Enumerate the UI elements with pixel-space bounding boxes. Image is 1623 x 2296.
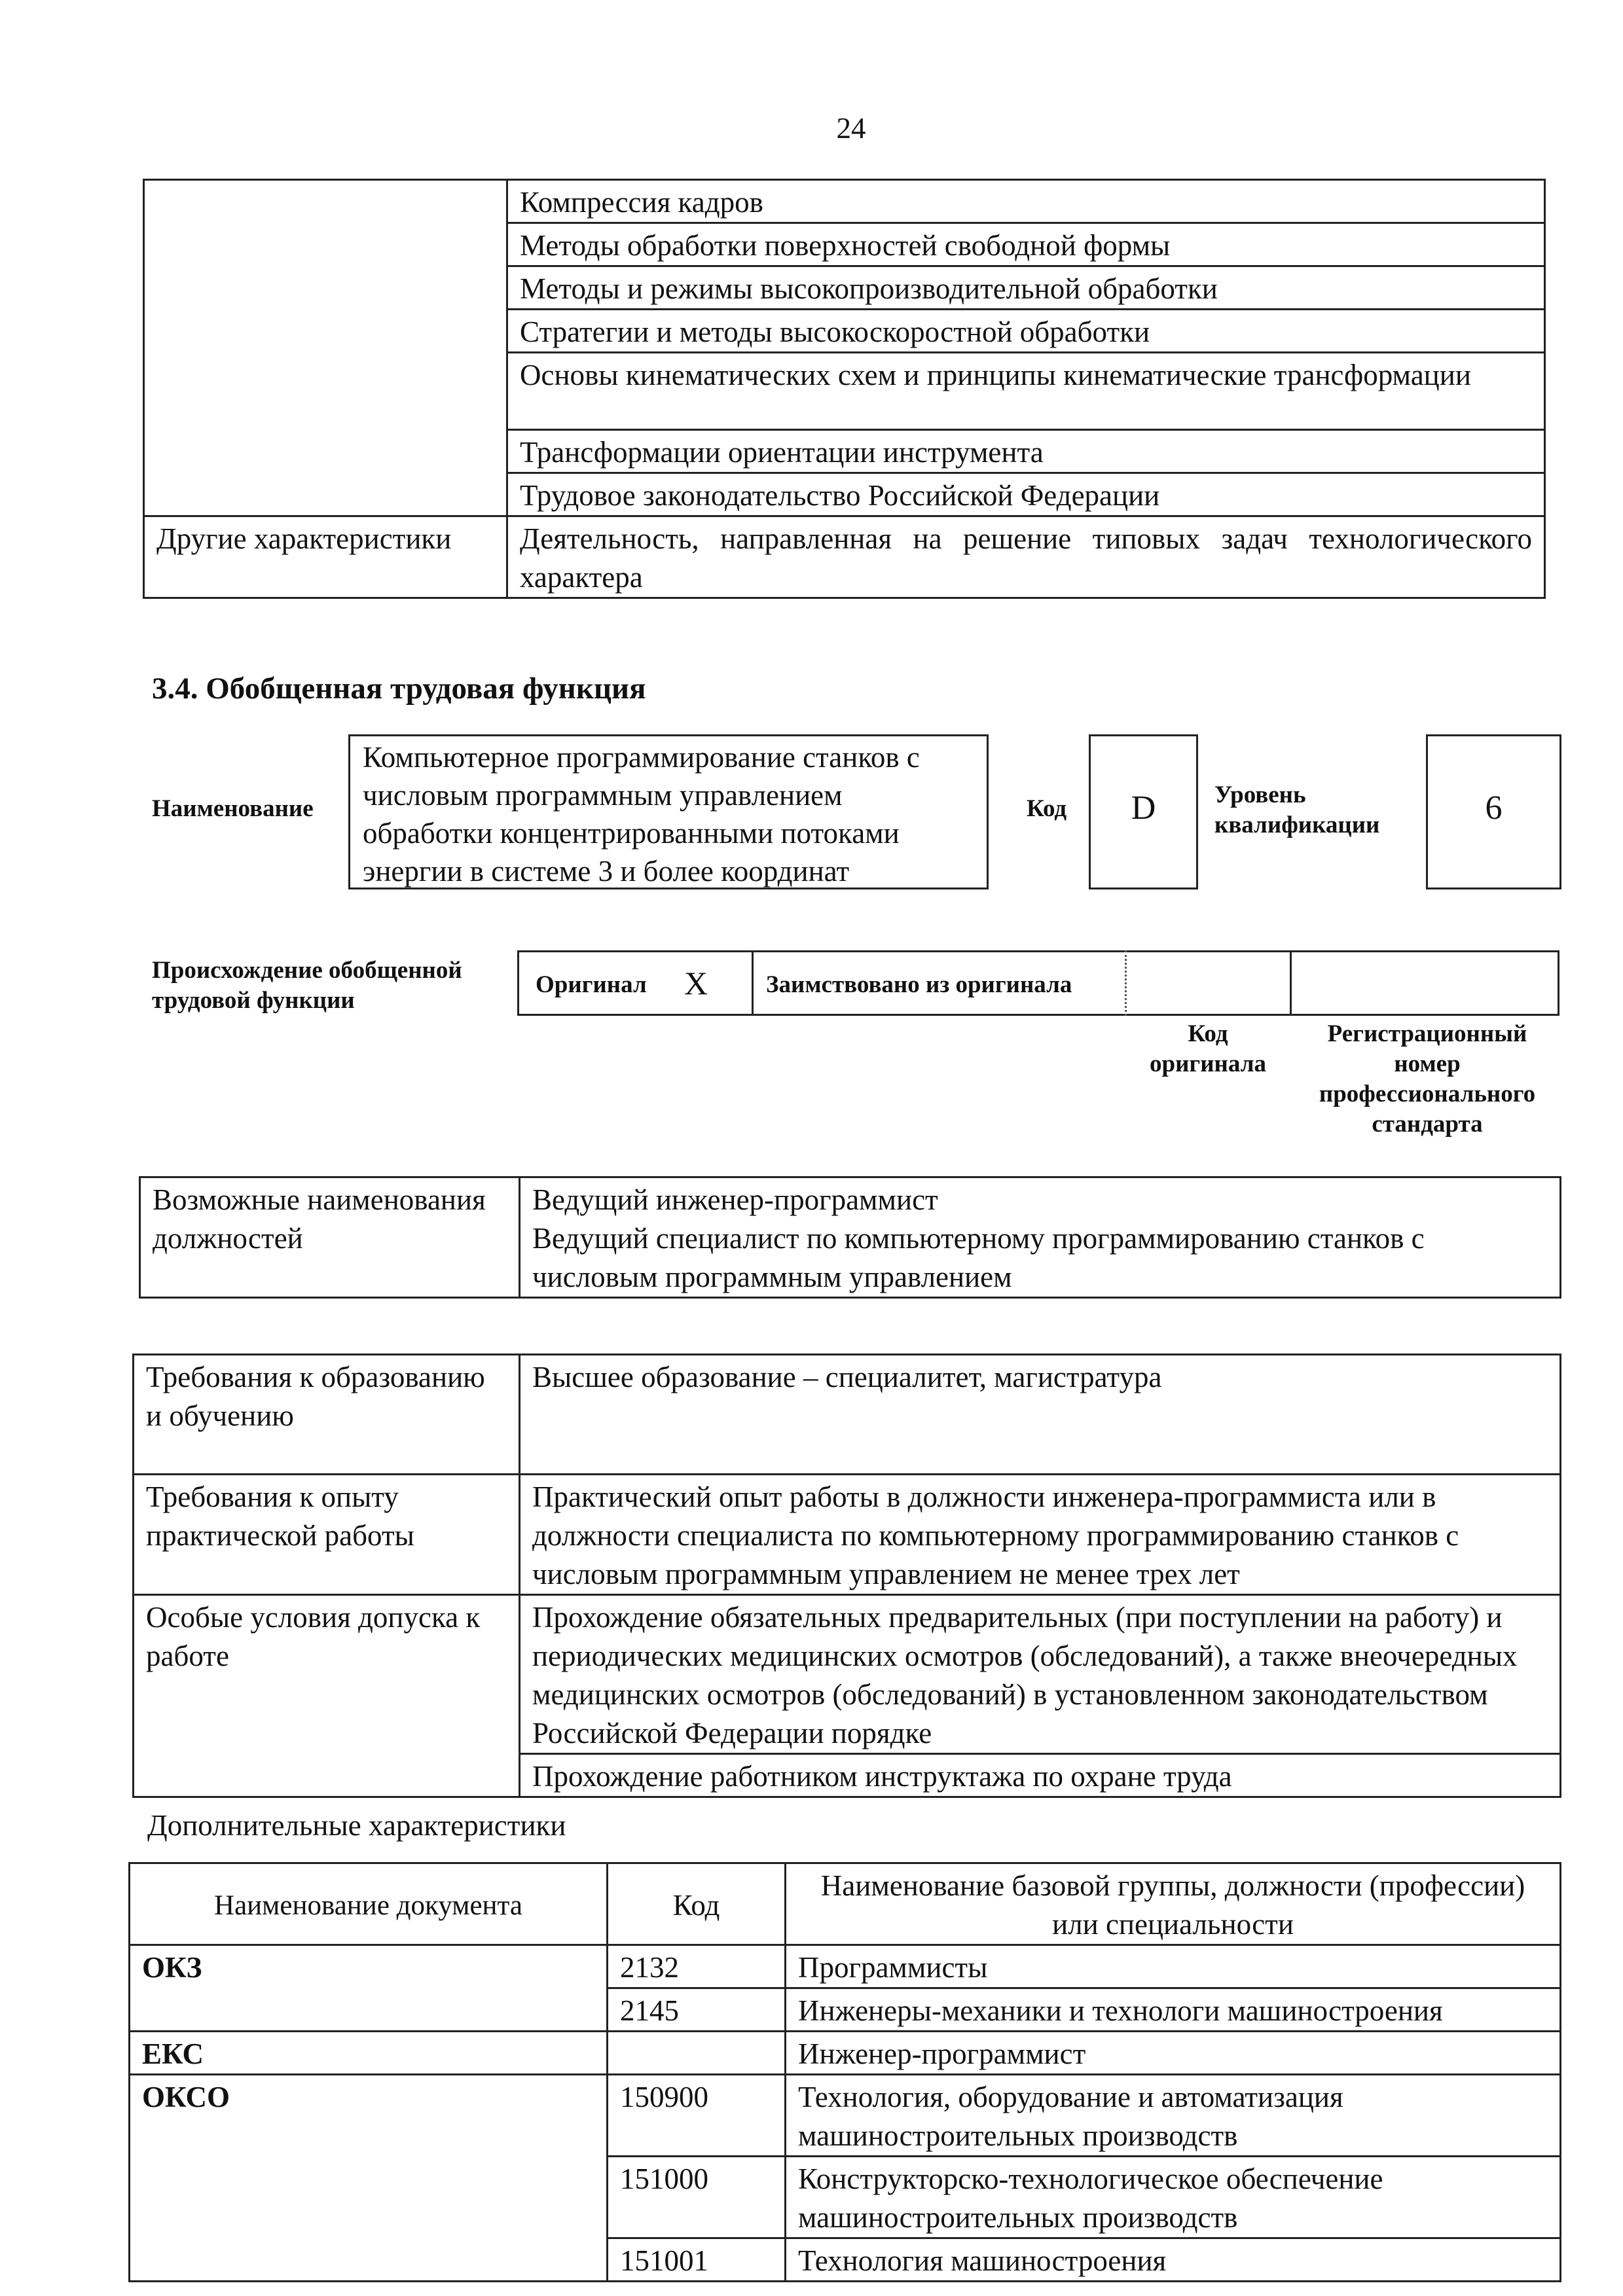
empty-label-cell bbox=[144, 180, 507, 516]
table-cell: Трансформации ориентации инструмента bbox=[507, 430, 1545, 473]
origin-label: Происхождение обобщенной трудовой функции bbox=[152, 957, 462, 1014]
table-row bbox=[144, 516, 1545, 598]
table-row bbox=[140, 1177, 1561, 1298]
table-row bbox=[134, 1475, 1561, 1595]
table-row bbox=[134, 1355, 1561, 1475]
code-cell: 151001 bbox=[608, 2238, 786, 2282]
special-conditions-label: Особые условия допуска к работе bbox=[134, 1595, 520, 1797]
origin-divider-2 bbox=[1125, 950, 1127, 1016]
additional-heading: Дополнительные характеристики bbox=[147, 1809, 566, 1842]
original-label: Оригинал bbox=[536, 971, 647, 998]
origin-divider-1 bbox=[752, 950, 754, 1016]
doc-cell: ОКЗ bbox=[130, 1945, 608, 2032]
name-cell: Конструкторско-технологическое обеспечение машиностроительных производств bbox=[786, 2157, 1561, 2238]
name-cell: Инженер-программист bbox=[786, 2032, 1561, 2075]
name-cell: Инженеры-механики и технологи машиностроения bbox=[786, 1988, 1561, 2032]
table-cell: Стратегии и методы высокоскоростной обработки bbox=[507, 310, 1545, 353]
table-cell: Основы кинематических схем и принципы кинематические трансформации bbox=[507, 353, 1545, 430]
special-conditions-value: Прохождение обязательных предварительных (при поступлении на работу) и периодических медицинских осмотров (обследований), а также внеочередных медицинских осмотров (обследований) в установленном законодательством Российской Федерации порядке bbox=[520, 1595, 1561, 1754]
code-original-caption: Код оригинала bbox=[1150, 1020, 1266, 1077]
positions-table bbox=[139, 1176, 1561, 1299]
positions-value bbox=[520, 1177, 1561, 1298]
code-cell: 150900 bbox=[608, 2075, 786, 2157]
requirements-table bbox=[132, 1354, 1561, 1798]
code-value: D bbox=[1131, 789, 1156, 827]
column-header: Код bbox=[608, 1863, 786, 1945]
page-number: 24 bbox=[836, 112, 866, 145]
name-cell: Технология машиностроения bbox=[786, 2238, 1561, 2282]
experience-value: Практический опыт работы в должности инженера-программиста или в должности специалиста по компьютерному программированию станков с числовым программным управлением не менее трех лет bbox=[520, 1475, 1561, 1595]
code-cell: 151000 bbox=[608, 2157, 786, 2238]
education-value: Высшее образование – специалитет, магистратура bbox=[520, 1355, 1561, 1475]
code-cell: 2145 bbox=[608, 1988, 786, 2032]
education-label: Требования к образованию и обучению bbox=[134, 1355, 520, 1475]
table-row bbox=[130, 1945, 1561, 1988]
code-label: Код bbox=[1027, 795, 1067, 822]
position-item: Ведущий инженер-программист bbox=[532, 1183, 938, 1216]
table-row bbox=[130, 2075, 1561, 2157]
name-cell: Программисты bbox=[786, 1945, 1561, 1988]
level-value: 6 bbox=[1485, 789, 1503, 827]
table-row bbox=[134, 1595, 1561, 1754]
special-conditions-value: Прохождение работником инструктажа по охране труда bbox=[520, 1754, 1561, 1797]
table-cell: Методы и режимы высокопроизводительной обработки bbox=[507, 266, 1545, 310]
table-row bbox=[130, 2032, 1561, 2075]
name-cell: Технология, оборудование и автоматизация машиностроительных производств bbox=[786, 2075, 1561, 2157]
section-title: 3.4. Обобщенная трудовая функция bbox=[152, 672, 646, 706]
table-cell: Компрессия кадров bbox=[507, 180, 1545, 223]
column-header: Наименование документа bbox=[130, 1863, 608, 1945]
level-label: Уровень квалификации bbox=[1214, 781, 1380, 838]
column-header: Наименование базовой группы, должности (профессии) или специальности bbox=[786, 1863, 1561, 1945]
code-cell: 2132 bbox=[608, 1945, 786, 1988]
table-cell: Методы обработки поверхностей свободной формы bbox=[507, 223, 1545, 266]
table-row bbox=[130, 1863, 1561, 1945]
additional-table bbox=[128, 1862, 1561, 2282]
original-mark: X bbox=[684, 965, 708, 1001]
other-characteristics-label: Другие характеристики bbox=[144, 516, 507, 598]
knowledge-table bbox=[143, 179, 1546, 599]
table-cell: Трудовое законодательство Российской Федерации bbox=[507, 473, 1545, 516]
registration-number-caption: Регистрационный номер профессионального стандарта bbox=[1319, 1020, 1536, 1138]
positions-label: Возможные наименования должностей bbox=[140, 1177, 520, 1298]
borrowed-label: Заимствовано из оригинала bbox=[766, 971, 1072, 998]
other-characteristics-value: Деятельность, направленная на решение типовых задач технологического характера bbox=[507, 516, 1545, 598]
experience-label: Требования к опыту практической работы bbox=[134, 1475, 520, 1595]
position-item: Ведущий специалист по компьютерному программированию станков с числовым программным управлением bbox=[532, 1222, 1425, 1293]
table-row bbox=[144, 180, 1545, 223]
doc-cell: ЕКС bbox=[130, 2032, 608, 2075]
name-value: Компьютерное программирование станков с числовым программным управлением обработки концентрированными потоками энергии в системе 3 и более координат bbox=[363, 741, 920, 888]
origin-divider-3 bbox=[1290, 950, 1292, 1016]
name-label: Наименование bbox=[152, 795, 314, 822]
code-cell bbox=[608, 2032, 786, 2075]
doc-cell: ОКСО bbox=[130, 2075, 608, 2282]
